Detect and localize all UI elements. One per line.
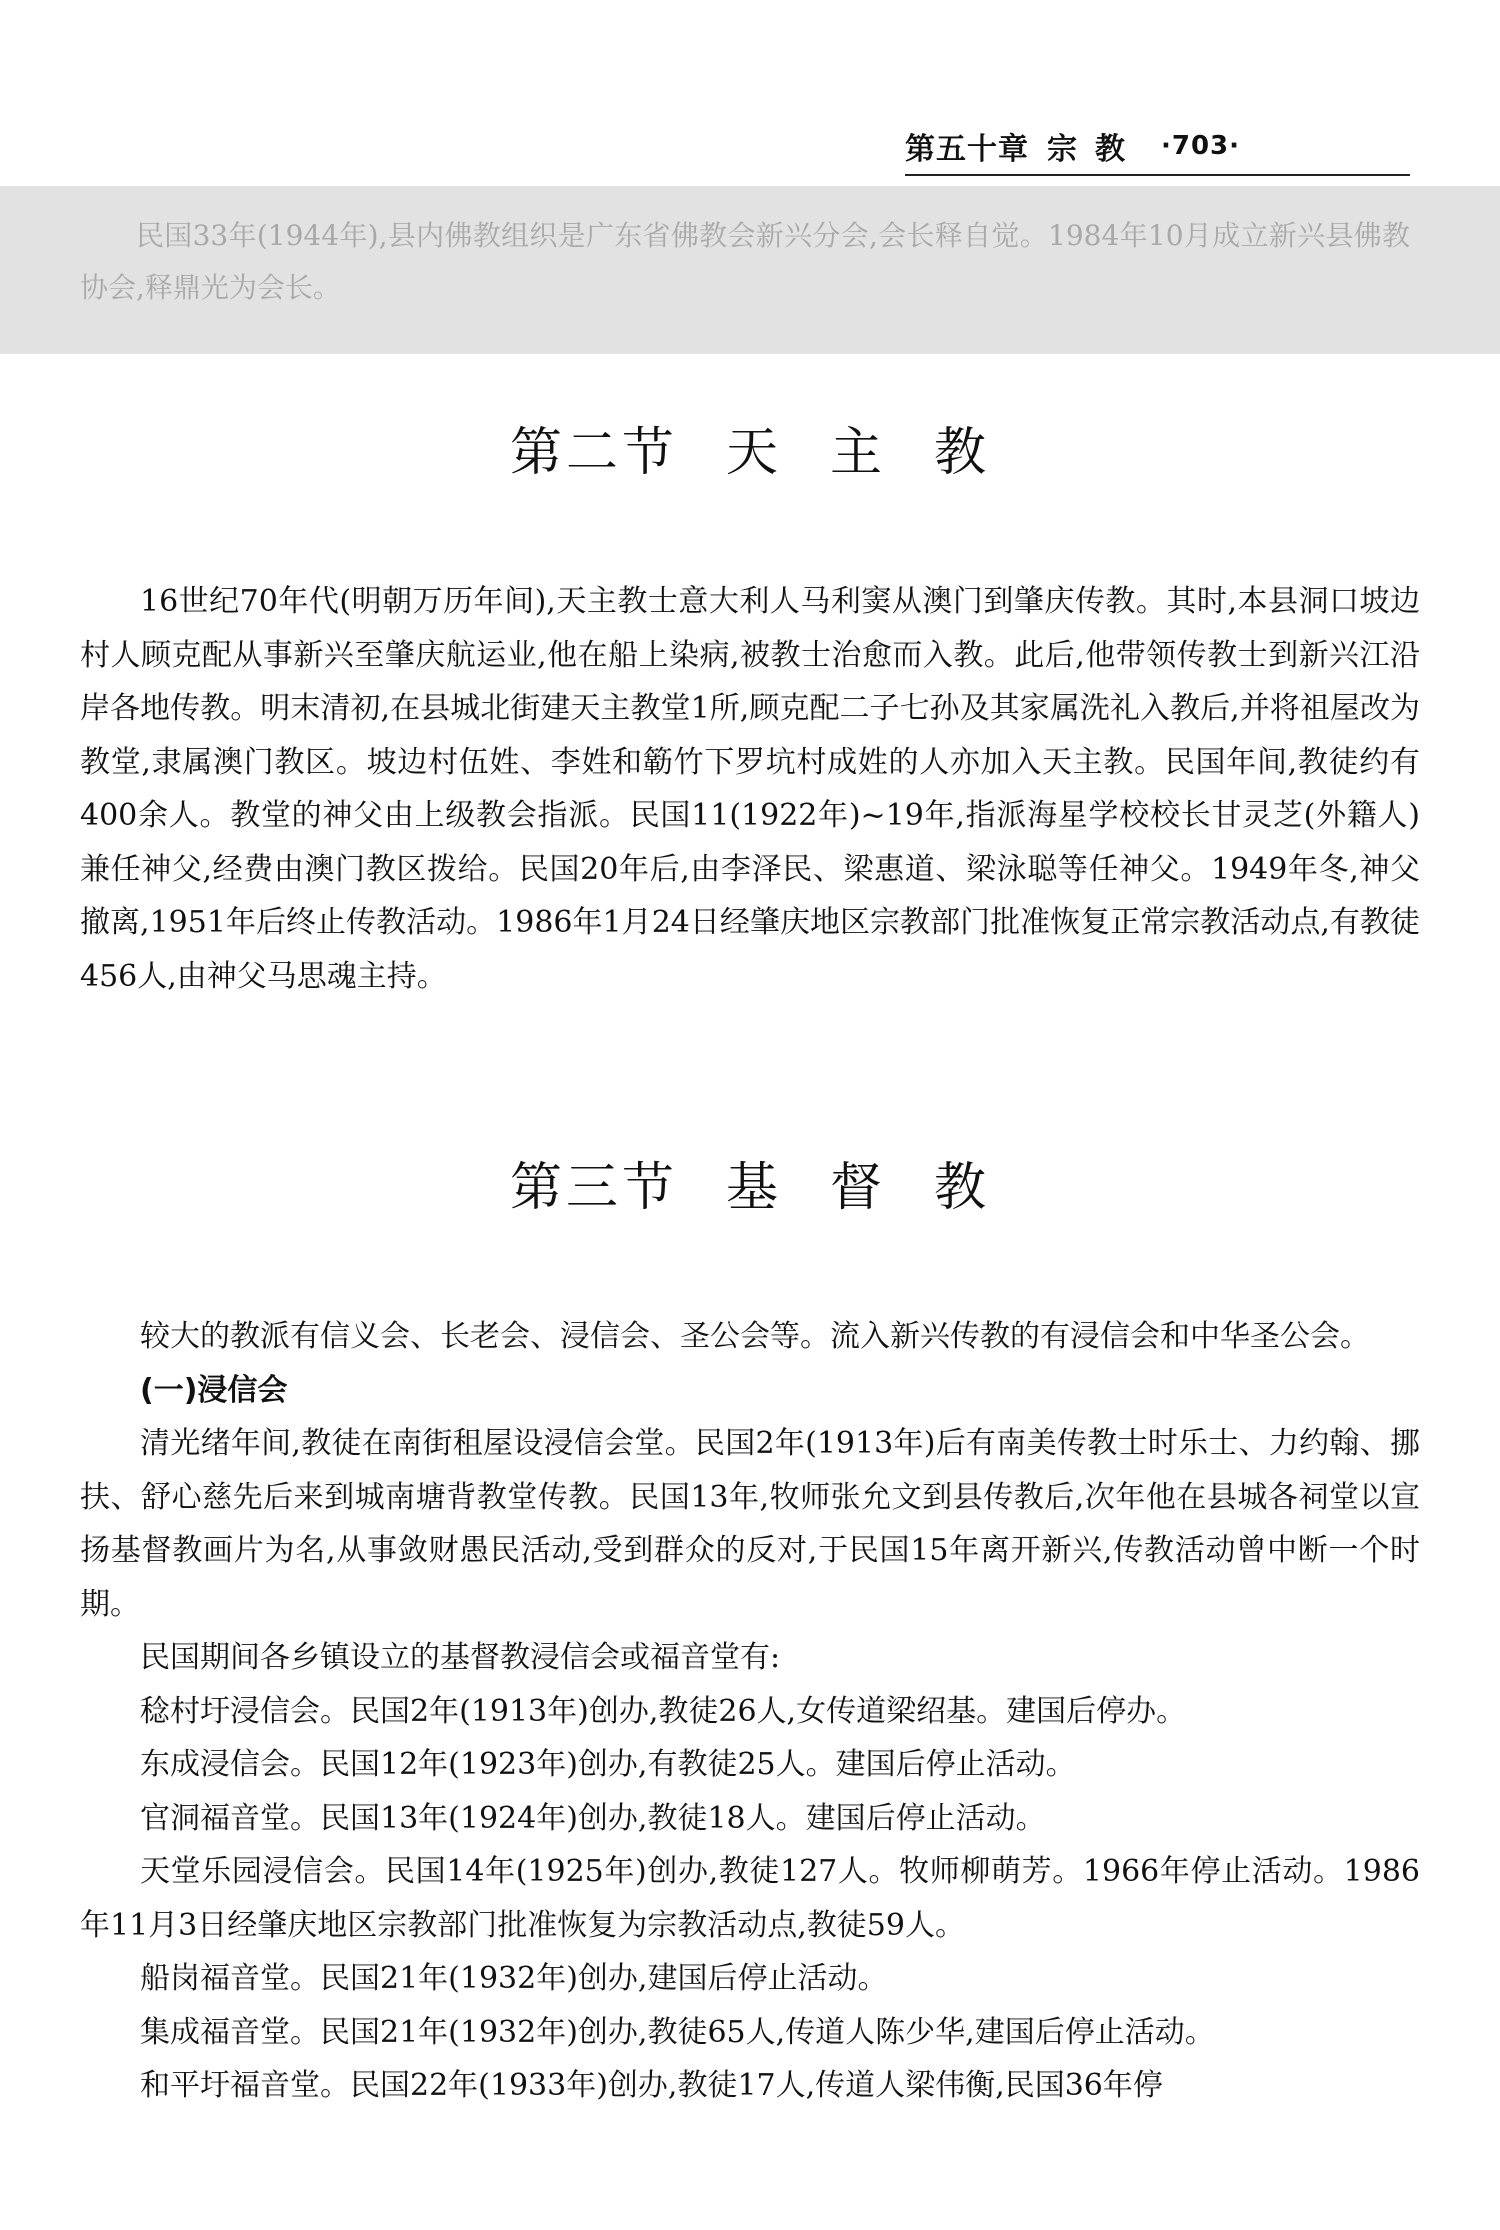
section-2-title (0, 410, 1500, 485)
section-3-title-char-3: 教 (934, 1158, 991, 1218)
section-3-paragraph-2: 民国期间各乡镇设立的基督教浸信会或福音堂有: (140, 1640, 781, 1675)
section-2-body (80, 575, 1420, 1003)
section-3-body (80, 1310, 1420, 2113)
section-3-paragraph-5: 官洞福音堂。民国13年(1924年)创办,教徒18人。建国后停止活动。 (140, 1800, 1046, 1836)
section-2-title-char-3: 教 (934, 423, 991, 483)
section-3-paragraph-1: 清光绪年间,教徒在南街租屋设浸信会堂。民国2年(1913年)后有南美传教士时乐士、力约翰、挪扶、舒心慈先后来到城南塘背教堂传教。民国13年,牧师张允文到县传教后,次年他在县城各祠堂以宣扬基督教画片为名,从事敛财愚民活动,受到群众的反对,于民国15年离开新兴,传教活动曾中断一个时期。 (80, 1426, 1420, 1622)
faded-paragraph: 民国33年(1944年),县内佛教组织是广东省佛教会新兴分会,会长释自觉。1984年10月成立新兴县佛教协会,释鼎光为会长。 (80, 219, 1410, 304)
section-3-paragraph-3: 稔村圩浸信会。民国2年(1913年)创办,教徒26人,女传道梁绍基。建国后停办。 (140, 1693, 1187, 1729)
section-3-paragraph-9: 和平圩福音堂。民国22年(1933年)创办,教徒17人,传道人梁伟衡,民国36年停 (140, 2068, 1163, 2103)
section-2-title-char-1: 天 (725, 423, 782, 483)
faded-paragraph-block (80, 210, 1410, 314)
running-header (905, 118, 1410, 176)
section-3-title-char-1: 基 (725, 1158, 782, 1218)
page-number: ·703· (1161, 131, 1241, 161)
section-2-title-char-2: 主 (830, 423, 887, 483)
chapter-title: 第五十章 (905, 132, 1029, 167)
section-3-title-char-2: 督 (830, 1158, 887, 1218)
section-2-paragraph: 16世纪70年代(明朝万历年间),天主教士意大利人马利窦从澳门到肇庆传教。其时,本县洞口坡边村人顾克配从事新兴至肇庆航运业,他在船上染病,被教士治愈而入教。此后,他带领传教士到新兴江沿岸各地传教。明末清初,在县城北街建天主教堂1所,顾克配二子七孙及其家属洗礼入教后,并将祖屋改为教堂,隶属澳门教区。坡边村伍姓、李姓和簕竹下罗坑村成姓的人亦加入天主教。民国年间,教徒约有400余人。教堂的神父由上级教会指派。民国11(1922年)~19年,指派海星学校校长甘灵芝(外籍人)兼任神父,经费由澳门教区拨给。民国20年后,由李泽民、梁惠道、梁泳聪等任神父。1949年冬,神父撤离,1951年后终止传教活动。1986年1月24日经肇庆地区宗教部门批准恢复正常宗教活动点,有教徒456人,由神父马思魂主持。 (80, 584, 1420, 994)
subsection-heading: (一)浸信会 (140, 1372, 288, 1408)
section-3-number: 第三节 (509, 1158, 678, 1218)
section-3-intro: 较大的教派有信义会、长老会、浸信会、圣公会等。流入新兴传教的有浸信会和中华圣公会。 (140, 1319, 1370, 1354)
chapter-topic: 宗教 (1047, 132, 1143, 167)
section-2-number: 第二节 (509, 423, 678, 483)
section-3-title (0, 1145, 1500, 1220)
section-3-paragraph-7: 船岗福音堂。民国21年(1932年)创办,建国后停止活动。 (140, 1961, 888, 1996)
section-3-paragraph-8: 集成福音堂。民国21年(1932年)创办,教徒65人,传道人陈少华,建国后停止活动。 (140, 2014, 1215, 2050)
section-3-paragraph-4: 东成浸信会。民国12年(1923年)创办,有教徒25人。建国后停止活动。 (140, 1747, 1076, 1782)
section-3-paragraph-6: 天堂乐园浸信会。民国14年(1925年)创办,教徒127人。牧师柳萌芳。1966年停止活动。1986年11月3日经肇庆地区宗教部门批准恢复为宗教活动点,教徒59人。 (80, 1854, 1420, 1943)
